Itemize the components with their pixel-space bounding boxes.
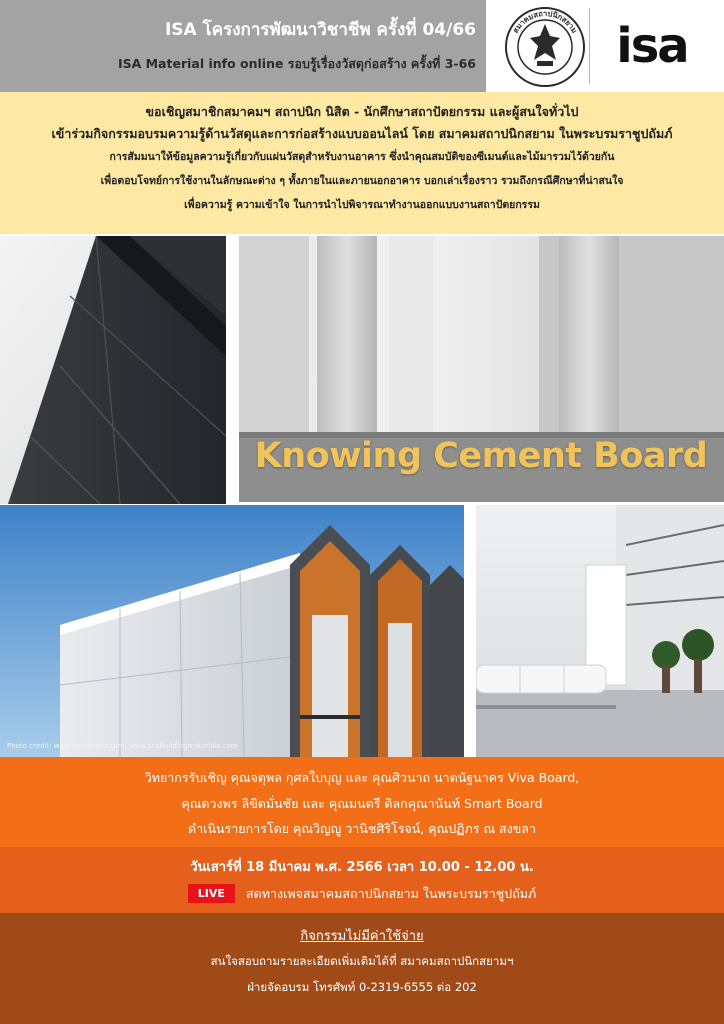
speakers-band (0, 757, 724, 847)
header-divider (589, 8, 590, 84)
isa-logo-text: isa (616, 24, 688, 68)
headline-title: Knowing Cement Board (254, 436, 708, 476)
association-seal-icon (504, 6, 586, 88)
poster-header (0, 0, 724, 92)
program-subtitle: ISA Material info online รอบรู้เรื่องวัสดุก่อสร้าง ครั้งที่ 3-66 (117, 56, 476, 71)
live-badge: LIVE (188, 884, 235, 903)
moderators-line: ดำเนินรายการโดย คุณวิญญู วานิชศิริโรจน์, คุณปฏิภร ณ สงขลา (188, 821, 536, 836)
speakers-line-2: คุณดวงพร ลิขิตมั่นชัย และ คุณมนตรี ดิลกคุณานันท์ Smart Board (181, 796, 543, 811)
intro-band (0, 92, 724, 234)
isa-logo (604, 24, 700, 68)
footer-band (0, 913, 724, 1024)
intro-line-1: ขอเชิญสมาชิกสมาคมฯ สถาปนิก นิสิต - นักศึกษาสถาปัตยกรรม และผู้สนใจทั่วไป (145, 104, 579, 119)
live-stream-text: สดทางเพจสมาคมสถาปนิกสยาม ในพระบรมราชูปถัมภ์ (245, 885, 537, 901)
intro-line-4: เพื่อตอบโจทย์การใช้งานในลักษณะต่าง ๆ ทั้งภายในและภายนอกอาคาร บอกเล่าเรื่องราว รวมถึงกรณีศึกษาที่น่าสนใจ (100, 175, 624, 187)
intro-line-5: เพื่อความรู้ ความเข้าใจ ในการนำไปพิจารณาทำงานออกแบบงานสถาปัตยกรรม (184, 199, 540, 211)
photo-credit: Photo credit: www.vivaboard.com, www.scgbuildingmaterials.com (7, 742, 238, 750)
header-title-panel (0, 0, 486, 92)
contact-line-2: ฝ่ายจัดอบรม โทรศัพท์ 0-2319-6555 ต่อ 202 (247, 980, 477, 994)
free-of-charge-label: กิจกรรมไม่มีค่าใช้จ่าย (300, 929, 424, 944)
program-title: ISA โครงการพัฒนาวิชาชีพ ครั้งที่ 04/66 (164, 20, 476, 40)
intro-line-3: การสัมมนาให้ข้อมูลความรู้เกี่ยวกับแผ่นวัสดุสำหรับงานอาคาร ซึ่งนำคุณสมบัติของซีเมนต์และไม้มารวมไว้ด้วยกัน (109, 151, 615, 163)
photo-lobby (476, 505, 724, 757)
photo-dark-facade (0, 236, 226, 504)
event-date-time: วันเสาร์ที่ 18 มีนาคม พ.ศ. 2566 เวลา 10.00 - 12.00 น. (190, 860, 534, 875)
intro-line-2: เข้าร่วมกิจกรรมอบรมความรู้ด้านวัสดุและการก่อสร้างแบบออนไลน์ โดย สมาคมสถาปนิกสยาม ในพระบรมราชูปถัมภ์ (51, 126, 673, 141)
seal-text: สมาคมสถาปนิกสยาม (510, 8, 580, 35)
contact-line-1: สนใจสอบถามรายละเอียดเพิ่มเติมได้ที่ สมาคมสถาปนิกสยามฯ (210, 954, 514, 968)
live-row (0, 883, 724, 904)
speakers-line-1: วิทยากรรับเชิญ คุณจตุพล กุศลใบบุญ และ คุณศิวนาถ นาตนัฐนาคร Viva Board, (144, 770, 580, 785)
schedule-band (0, 847, 724, 913)
photo-townhouses (0, 505, 464, 757)
header-logo-panel (486, 0, 724, 92)
